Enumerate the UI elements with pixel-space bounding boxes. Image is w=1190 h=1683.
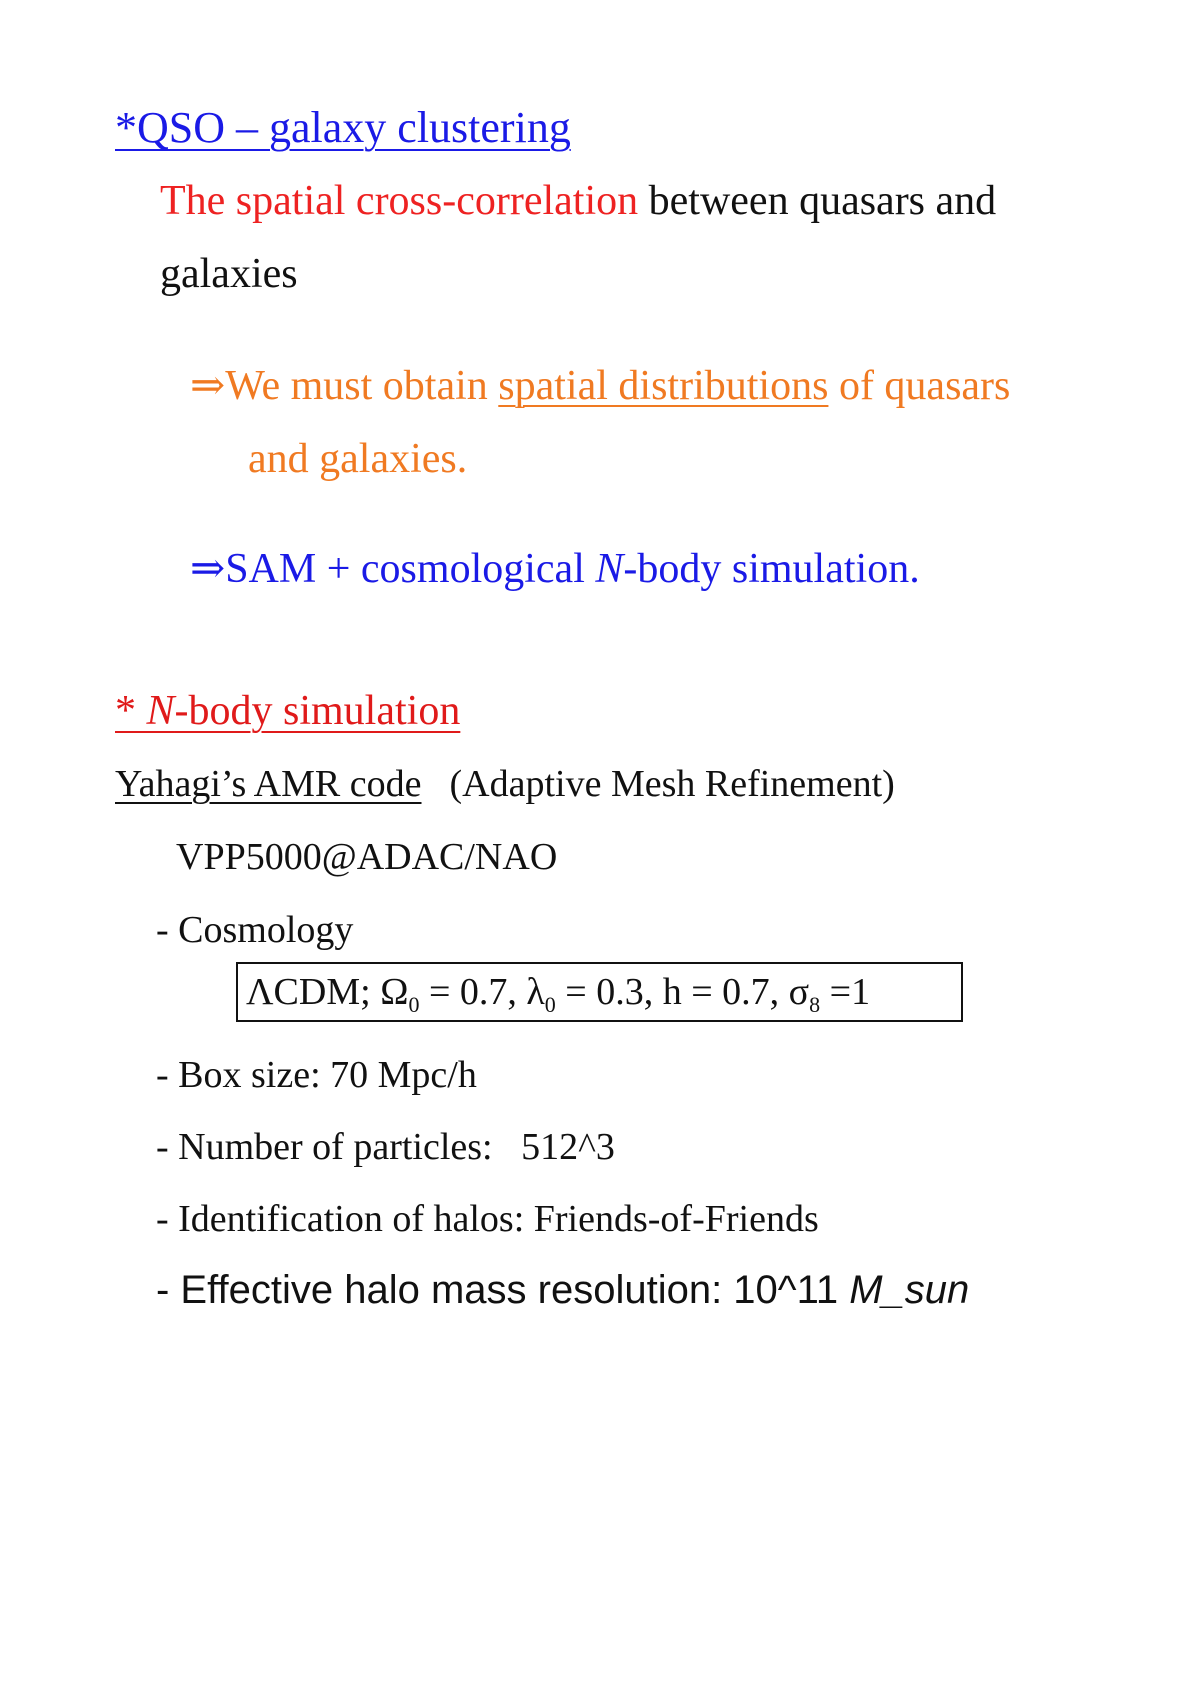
arrow-point-2-italic: N (595, 546, 624, 592)
nbody-heading (115, 690, 460, 732)
intro-rest: between quasars and (638, 178, 997, 224)
omega-subscript: 0 (408, 992, 420, 1017)
code-line (115, 765, 895, 803)
arrow-point-1-line-2: and galaxies. (248, 436, 468, 482)
spatial-distributions-link: spatial distributions (498, 363, 829, 409)
intro-highlight: The spatial cross-correlation (160, 178, 639, 224)
machine-name: VPP5000@ADAC/NAO (176, 836, 558, 878)
nbody-heading-rest: -body simulation (174, 688, 461, 734)
mass-resolution-unit: M_sun (849, 1268, 970, 1312)
code-description: (Adaptive Mesh Refinement) (449, 763, 895, 805)
cosmology-label: - Cosmology (156, 909, 354, 951)
cosmo-part-3: = 0.3, h = 0.7, σ (555, 971, 810, 1013)
sigma-subscript: 8 (809, 992, 821, 1017)
box-size: - Box size: 70 Mpc/h (156, 1054, 477, 1096)
lambda-subscript: 0 (544, 992, 556, 1017)
mass-resolution-text: - Effective halo mass resolution: 10^11 (156, 1268, 850, 1312)
arrow-point-2-pre: ⇒SAM + cosmological (190, 546, 596, 592)
nbody-heading-star: * (115, 688, 147, 734)
cosmology-parameters-box (236, 962, 963, 1022)
cosmo-part-4: =1 (820, 971, 871, 1013)
arrow-point-1 (190, 365, 1010, 407)
particle-count: - Number of particles: 512^3 (156, 1126, 615, 1168)
qso-clustering-heading: *QSO – galaxy clustering (115, 103, 571, 152)
arrow-point-2 (190, 548, 920, 590)
intro-line-1 (160, 180, 996, 222)
cosmo-part-2: = 0.7, λ (419, 971, 545, 1013)
cosmo-model: ΛCDM; Ω (246, 971, 409, 1013)
arrow-point-1-pre: ⇒We must obtain (190, 363, 499, 409)
arrow-point-1-post: of quasars (828, 363, 1011, 409)
arrow-point-2-post: -body simulation. (623, 546, 920, 592)
code-name: Yahagi’s AMR code (115, 763, 422, 805)
mass-resolution (156, 1270, 969, 1310)
intro-line-2: galaxies (160, 251, 298, 297)
halo-identification: - Identification of halos: Friends-of-Friends (156, 1198, 819, 1240)
nbody-heading-italic: N (146, 688, 175, 734)
